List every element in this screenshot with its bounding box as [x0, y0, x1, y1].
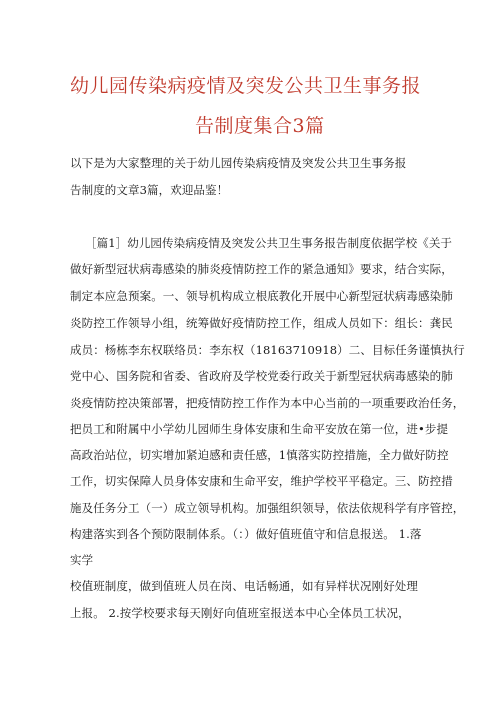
body-line: 施及任务分工（一）成立领导机构。加强组织领导，依法依规科学有序管控， — [70, 501, 465, 515]
body-line: ［篇1］幼儿园传染病疫情及突发公共卫生事务报告制度依据学校《关于 — [85, 236, 453, 250]
body-line: 做好新型冠状病毒感染的肺炎疫情防控工作的紧急通知》要求，结合实际， — [70, 262, 453, 276]
body-line: 实学 — [70, 553, 94, 567]
body-line: 把员工和附属中小学幼儿园师生身体安康和生命平安放在第一位，进•步提 — [70, 422, 449, 436]
document-title-line-2: 告制度集合3篇 — [195, 115, 325, 137]
body-line: 成员：杨栋李东权联络员：李东权（18163710918）二、目标任务谨慎执行 — [70, 343, 465, 357]
body-line: 构建落实到各个预防限制体系。（：）做好值班值守和信息报送。 1.落 — [70, 527, 422, 541]
intro-line-2: 告制度的文章3篇，欢迎品鉴！ — [70, 183, 229, 197]
body-line: 校值班制度，做到值班人员在岗、电话畅通，如有异样状况刚好处理 — [70, 579, 418, 593]
body-line: 党中心、国务院和省委、省政府及学校党委行政关于新型冠状病毒感染的肺 — [70, 369, 453, 383]
intro-line-1: 以下是为大家整理的关于幼儿园传染病疫情及突发公共卫生事务报 — [70, 156, 407, 170]
body-line: 制定本应急预案。一、领导机构成立根底教化开展中心新型冠状病毒感染肺 — [70, 289, 453, 303]
body-line: 炎防控工作领导小组，统筹做好疫情防控工作，组成人员如下：组长：龚民 — [70, 316, 453, 330]
document-title-line-1: 幼儿园传染病疫情及突发公共卫生事务报 — [70, 75, 422, 97]
body-line: 炎疫情防控决策部署，把疫情防控工作作为本中心当前的一项重要政治任务， — [70, 396, 465, 410]
body-line: 工作，切实保障人员身体安康和生命平安，维护学校平平稳定。三、防控措 — [70, 474, 453, 488]
body-line: 高政治站位，切实增加紧迫感和责任感，1慎落实防控措施，全力做好防控 — [70, 448, 449, 462]
body-line: 上报。 2.按学校要求每天刚好向值班室报送本中心全体员工状况， — [70, 606, 410, 620]
